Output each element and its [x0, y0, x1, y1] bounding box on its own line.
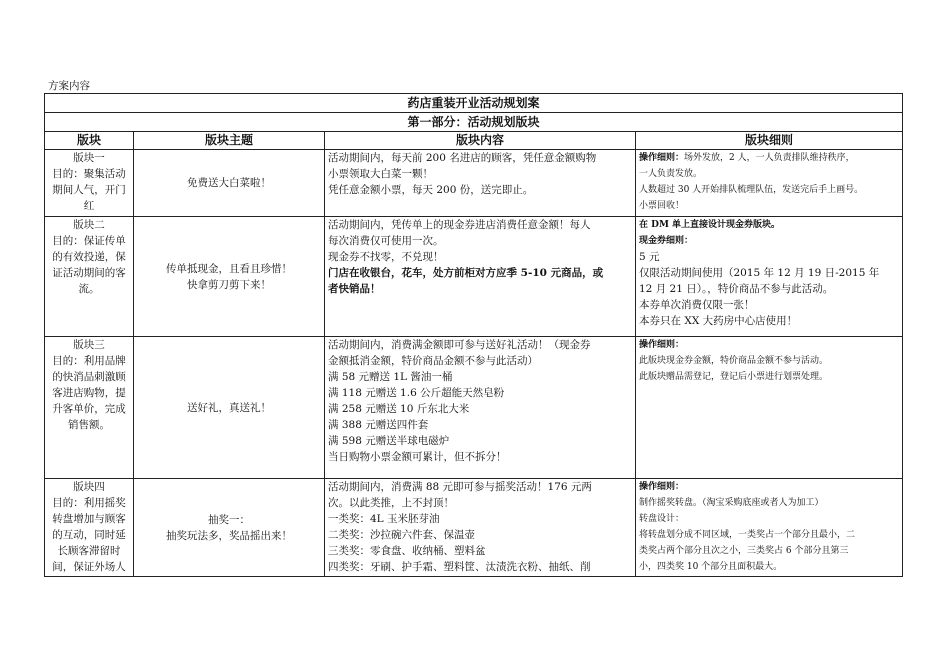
detail-cell: [636, 337, 903, 479]
block-text: 版块二: [73, 219, 105, 231]
block-text: 间，保证外场人: [52, 561, 126, 573]
detail-line: 仅限活动期间使用（2015 年 12 月 19 日-2015 年: [639, 267, 880, 279]
block-cell: [45, 479, 134, 577]
detail-line: 本券单次消费仅限一张！: [639, 299, 755, 311]
content-line: 现金券不找零，不兑现！: [328, 251, 444, 263]
sections-body: [45, 150, 903, 577]
content-line: 活动期间内，每天前 200 名进店的顾客，凭任意金额购物: [328, 152, 597, 164]
content-cell: [325, 337, 636, 479]
section-row: [45, 217, 903, 337]
detail-line: 此版块现金券金额，特价商品金额不参与活动。: [639, 356, 829, 366]
detail-line: 12 月 21 日）。，特价商品不参与此活动。: [639, 283, 834, 295]
content-line: 门店在收银台，花车，处方前柜对方应季 5-10 元商品，或: [328, 267, 604, 279]
detail-line: 在 DM 单上直接设计现金券版块。: [639, 220, 781, 230]
theme-cell: [134, 150, 325, 217]
section-row: [45, 150, 903, 217]
detail-label: 操作细则：: [639, 153, 685, 163]
detail-line: 本券只在 XX 大药房中心店使用！: [639, 315, 798, 327]
content-line: 小票领取大白菜一颗！: [328, 168, 433, 180]
block-text: 目的：聚集活动: [52, 168, 126, 180]
content-line: 活动期间内，消费满金额即可参与送好礼活动！（现金券: [328, 339, 591, 351]
block-text: 红: [83, 200, 95, 212]
detail-line: 一人负责发放。: [639, 169, 703, 179]
theme-text: 抽奖玩法多，奖品摇出来！: [166, 529, 292, 542]
block-text: 版块一: [73, 152, 105, 164]
part-title: 第一部分：活动规划版块: [45, 113, 903, 132]
detail-line: 操作细则：: [639, 340, 685, 350]
content-line: 当日购物小票金额可累计，但不拆分！: [328, 451, 507, 463]
block-text: 客进店购物，提: [52, 387, 126, 399]
theme-text: 抽奖一：: [208, 513, 250, 526]
content-line: 满 58 元赠送 1L 酱油一桶: [328, 371, 453, 383]
content-line: 满 598 元赠送半球电磁炉: [328, 435, 450, 447]
block-text: 的快消品刺激顾: [52, 371, 126, 383]
detail-line: 此版块赠品需登记，登记后小票进行划票处理。: [639, 372, 829, 382]
detail-cell: [636, 217, 903, 337]
detail-line: 操作细则：: [639, 482, 685, 492]
detail-line: 类奖占两个部分且次之小，三类奖占 6 个部分且第三: [639, 546, 849, 556]
content-line: 满 388 元赠送四件套: [328, 419, 429, 431]
block-text: 销售额。: [68, 419, 110, 431]
block-text: 目的：利用品牌: [52, 355, 126, 367]
content-line: 活动期间内，凭传单上的现金券进店消费任意金额！每人: [328, 219, 591, 231]
block-text: 的有效投递，保: [52, 251, 126, 263]
theme-cell: [134, 217, 325, 337]
block-text: 版块四: [73, 481, 105, 493]
content-line: 凭任意金额小票，每天 200 份，送完即止。: [328, 184, 534, 196]
header-theme: 版块主题: [134, 132, 325, 150]
block-text: 版块三: [73, 339, 105, 351]
theme-cell: [134, 479, 325, 577]
plan-table: [44, 93, 903, 577]
header-row: [45, 132, 903, 150]
header-block: 版块: [45, 132, 134, 150]
content-cell: [325, 479, 636, 577]
content-line: 四类奖：牙刷、护手霜、塑料筐、汰渍洗衣粉、抽纸、削: [328, 561, 591, 573]
detail-line: 人数超过 30 人开始排队梳理队伍，发送完后手上画号。: [639, 185, 864, 195]
doc-title: 药店重装开业活动规划案: [45, 94, 903, 113]
content-line: 次。以此类推，上不封顶！: [328, 497, 454, 509]
doc-title-row: [45, 94, 903, 113]
detail-line: 操作细则：场外发放，2 人，一人负责排队维持秩序，: [639, 153, 855, 163]
detail-line: 小，四类奖 10 个部分且面积最大。: [639, 562, 783, 572]
detail-cell: [636, 479, 903, 577]
block-cell: [45, 337, 134, 479]
header-detail: 版块细则: [636, 132, 903, 150]
part-title-row: [45, 113, 903, 132]
content-line: 一类奖：4L 玉米胚芽油: [328, 513, 440, 525]
block-text: 流。: [78, 283, 100, 295]
detail-line: 5 元: [639, 251, 660, 263]
section-row: [45, 337, 903, 479]
page-label: 方案内容: [48, 80, 90, 92]
content-line: 每次消费仅可使用一次。: [328, 235, 444, 247]
content-cell: [325, 217, 636, 337]
block-text: 转盘增加与顾客: [52, 513, 126, 525]
block-text: 证活动期间的客: [52, 267, 126, 279]
header-content: 版块内容: [325, 132, 636, 150]
content-line: 金额抵消金额，特价商品金额不参与此活动）: [328, 355, 538, 367]
theme-cell: [134, 337, 325, 479]
theme-text: 快拿剪刀剪下来！: [187, 278, 271, 291]
block-text: 升客单价，完成: [52, 403, 126, 415]
block-text: 长顾客滞留时: [57, 545, 121, 557]
block-cell: [45, 150, 134, 217]
theme-text: 免费送大白菜啦！: [187, 177, 271, 189]
detail-line: 将转盘划分成不同区域，一类奖占一个部分且最小，二: [639, 530, 856, 540]
content-line: 满 258 元赠送 10 斤东北大米: [328, 403, 470, 415]
theme-text: 传单抵现金，且看且珍惜！: [166, 262, 292, 275]
content-line: 者快销品！: [328, 283, 381, 295]
content-line: 二类奖：沙拉碗六件套、保温壶: [328, 529, 475, 541]
block-text: 目的：利用摇奖: [52, 497, 126, 509]
detail-cell: [636, 150, 903, 217]
section-row: [45, 479, 903, 577]
block-cell: [45, 217, 134, 337]
content-line: 三类奖：零食盘、收纳桶、塑料盆: [328, 545, 486, 557]
detail-line: 现金券细则：: [639, 236, 694, 246]
block-text: 目的：保证传单: [52, 235, 126, 247]
block-text: 的互动，同时延: [52, 529, 126, 541]
content-cell: [325, 150, 636, 217]
theme-text: 送好礼，真送礼！: [187, 401, 271, 414]
content-line: 满 118 元赠送 1.6 公斤超能天然皂粉: [328, 387, 505, 399]
block-text: 期间人气，开门: [52, 184, 126, 196]
detail-line: 转盘设计：: [639, 514, 685, 524]
detail-line: 小票回收！: [639, 201, 685, 211]
content-line: 活动期间内，消费满 88 元即可参与摇奖活动！176 元两: [328, 481, 592, 493]
detail-line: 制作摇奖转盘。（淘宝采购底座或者人为加工）: [639, 498, 824, 508]
